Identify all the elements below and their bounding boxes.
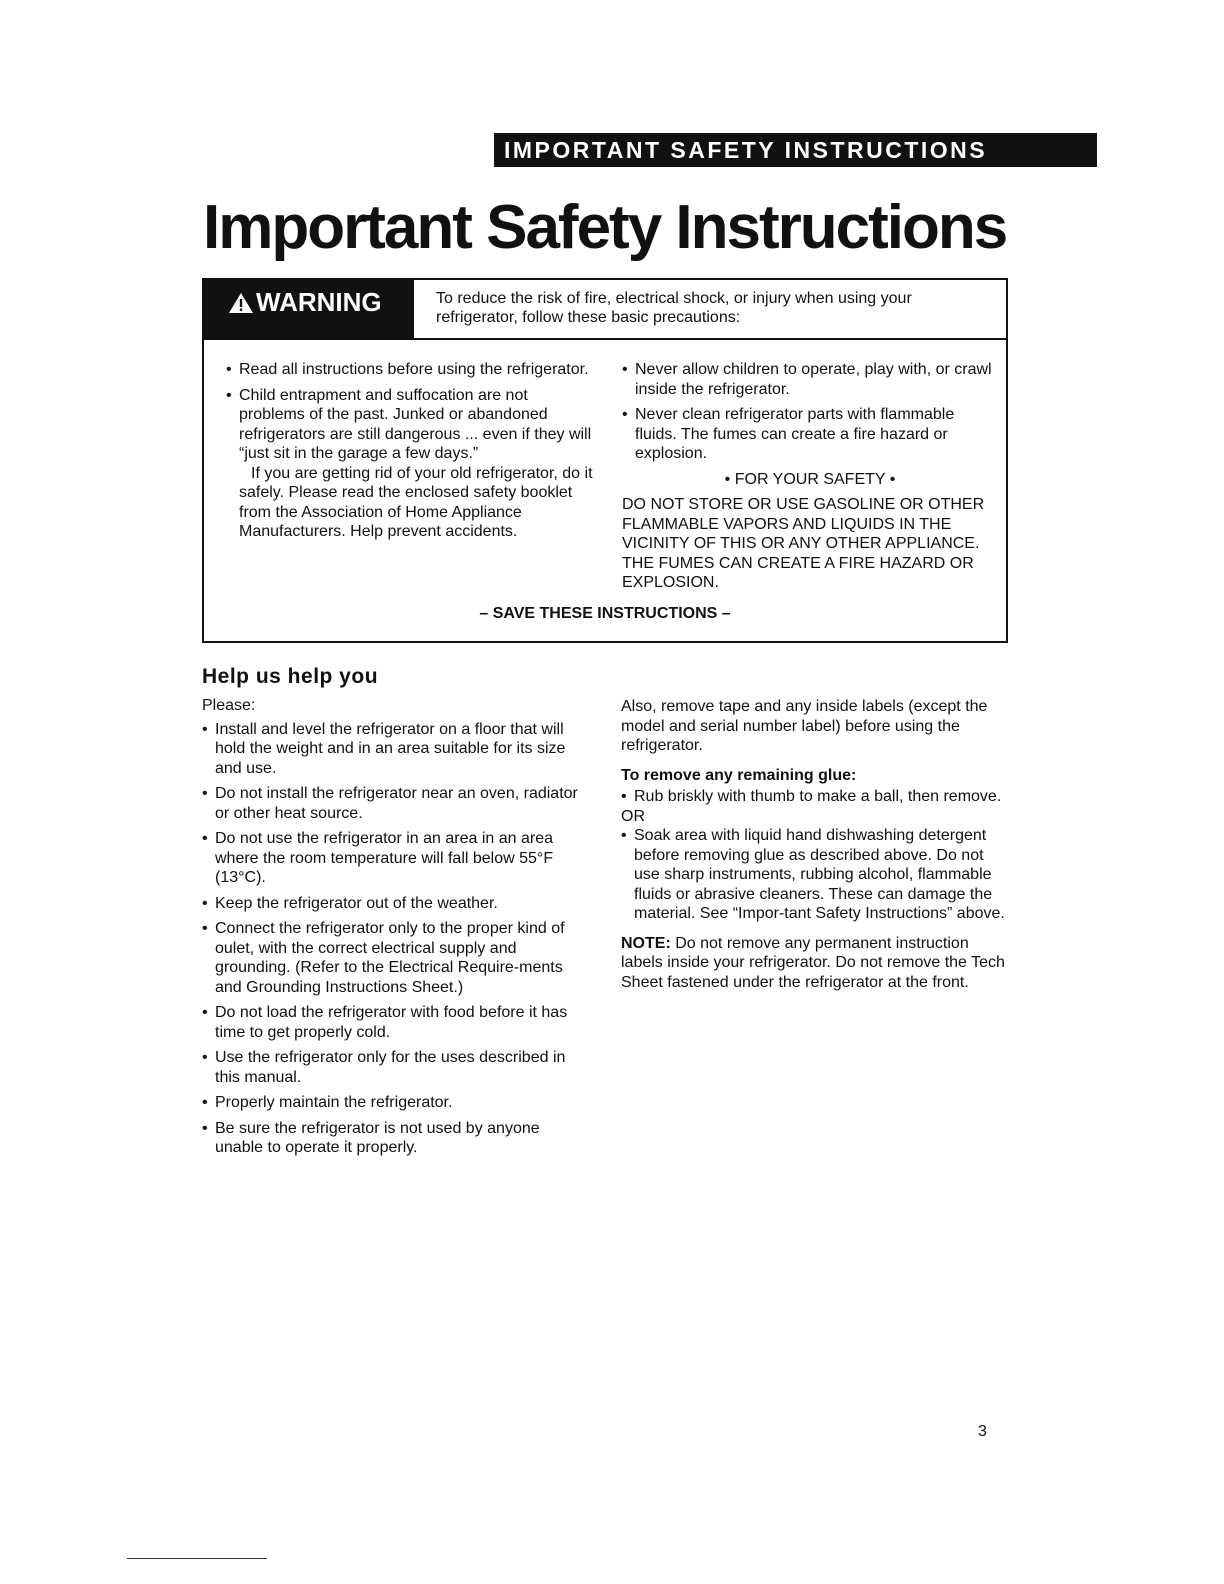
- list-item: • Soak area with liquid hand dishwashing detergent before removing glue as described above. Do not use sharp instruments, rubbing alcohol, flammable fluids or abrasive cleaners. These can damage the material. See “Impor-tant Safety Instructions” above.: [621, 826, 1007, 924]
- list-item: • Be sure the refrigerator is not used by anyone unable to operate it properly.: [202, 1119, 592, 1158]
- list-item: • Do not load the refrigerator with food before it has time to get properly cold.: [202, 1003, 592, 1042]
- please-label: Please:: [202, 697, 256, 714]
- help-left-column: [202, 696, 592, 1164]
- footer-rule: [127, 1558, 267, 1559]
- list-item: • Properly maintain the refrigerator.: [202, 1093, 592, 1113]
- note-text: Do not remove any permanent instruction labels inside your refrigerator. Do not remove the Tech Sheet fastened under the refrigerator at the front.: [621, 934, 1005, 991]
- list-item: • Do not install the refrigerator near an oven, radiator or other heat source.: [202, 784, 592, 823]
- section-title: Help us help you: [202, 665, 379, 688]
- warning-header: [204, 280, 1006, 340]
- list-item: • Do not use the refrigerator in an area in an area where the room temperature will fall below 55°F (13°C).: [202, 829, 592, 888]
- list-item: • Keep the refrigerator out of the weather.: [202, 894, 592, 914]
- help-right-column: [621, 697, 1007, 992]
- page-title: Important Safety Instructions: [203, 193, 1007, 262]
- page-number: 3: [978, 1423, 987, 1440]
- list-item: • Never clean refrigerator parts with flammable fluids. The fumes can create a fire hazard or explosion.: [622, 405, 998, 464]
- list-item: • Read all instructions before using the refrigerator.: [226, 360, 596, 380]
- warning-label: [204, 280, 414, 338]
- warning-text: WARNING: [256, 287, 382, 317]
- list-item: • Install and level the refrigerator on a floor that will hold the weight and in an area suitable for its size and use.: [202, 720, 592, 779]
- list-item: • Never allow children to operate, play with, or crawl inside the refrigerator.: [622, 360, 998, 399]
- list-item: • Connect the refrigerator only to the proper kind of oulet, with the correct electrical supply and grounding. (Refer to the Electrical Require-ments and Grounding Instructions Sheet.): [202, 919, 592, 997]
- warning-right-column: [622, 360, 998, 593]
- disposal-paragraph: If you are getting rid of your old refrigerator, do it safely. Please read the enclosed safety booklet from the Association of Home Appliance Manufacturers. Help prevent accidents.: [239, 464, 593, 540]
- warning-intro: To reduce the risk of fire, electrical shock, or injury when using your refrigerator, follow these basic precautions:: [436, 290, 912, 326]
- also-paragraph: Also, remove tape and any inside labels (except the model and serial number label) before using the refrigerator.: [621, 698, 988, 754]
- note-label: NOTE:: [621, 934, 671, 952]
- list-item: • Child entrapment and suffocation are not problems of the past. Junked or abandoned refrigerators are still dangerous ... even if they will “just sit in the garage a few days.”: [226, 386, 596, 464]
- note-paragraph: [621, 934, 1007, 993]
- list-item: • Rub briskly with thumb to make a ball, then remove.: [621, 787, 1007, 807]
- list-item: • Use the refrigerator only for the uses described in this manual.: [202, 1048, 592, 1087]
- glue-heading: To remove any remaining glue:: [621, 766, 857, 784]
- warning-triangle-icon: [228, 292, 254, 314]
- safety-heading: • FOR YOUR SAFETY •: [724, 470, 896, 488]
- warning-left-column: [226, 360, 596, 542]
- or-label: OR: [621, 807, 645, 825]
- safety-text: DO NOT STORE OR USE GASOLINE OR OTHER FLAMMABLE VAPORS AND LIQUIDS IN THE VICINITY OF THIS OR ANY OTHER APPLIANCE. THE FUMES CAN CREATE A FIRE HAZARD OR EXPLOSION.: [622, 496, 985, 591]
- section-banner: IMPORTANT SAFETY INSTRUCTIONS: [494, 133, 1097, 167]
- warning-box: [202, 278, 1008, 643]
- save-instructions: – SAVE THESE INSTRUCTIONS –: [479, 605, 731, 622]
